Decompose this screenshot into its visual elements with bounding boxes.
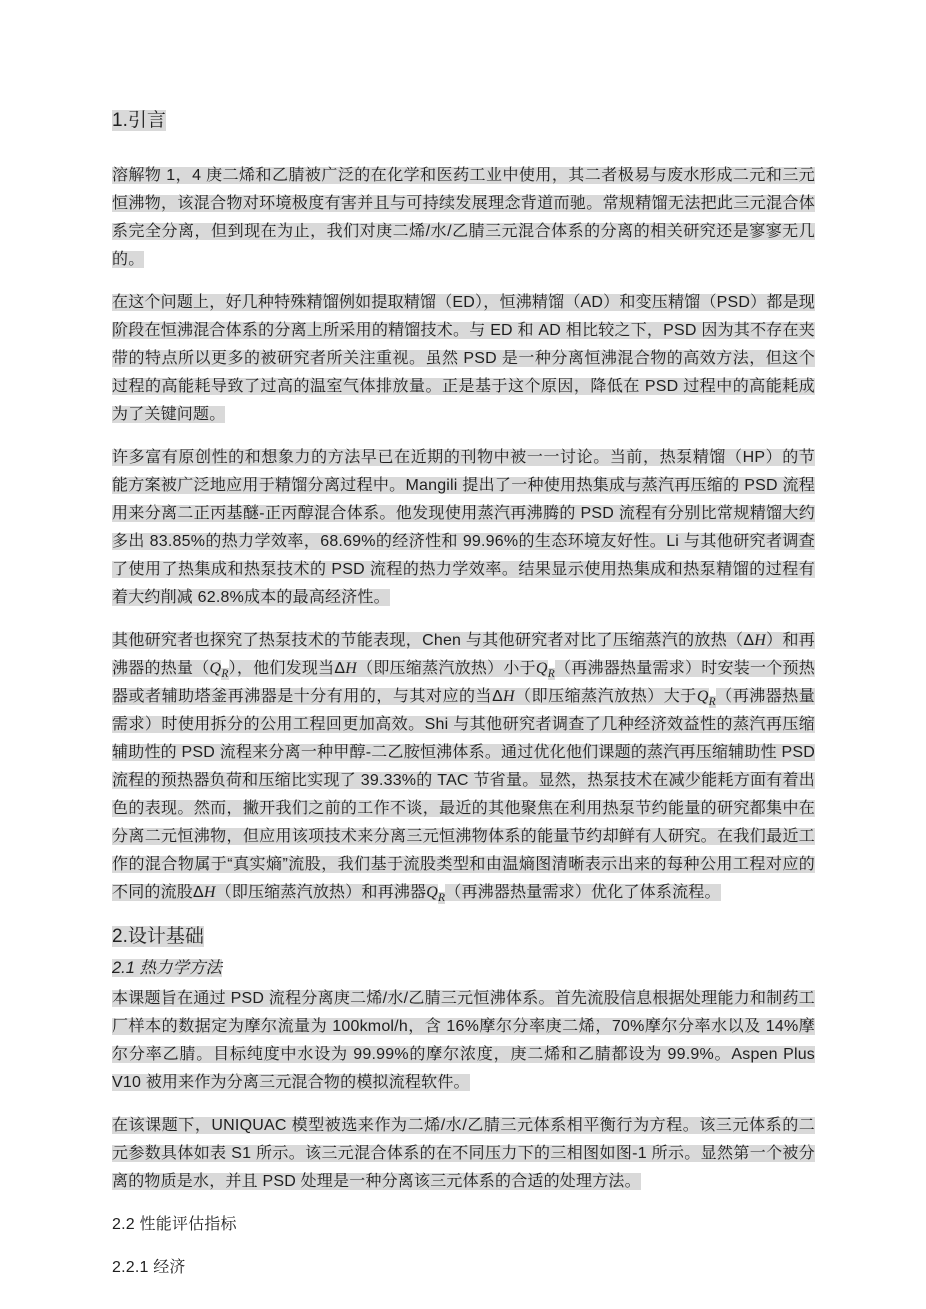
paragraph <box>112 985 815 1097</box>
text-run: Q <box>426 884 439 901</box>
text-run: H <box>203 884 216 901</box>
paragraph <box>112 289 815 429</box>
text-run: （即压缩蒸汽放热）大于 <box>514 688 697 705</box>
text-run: 在这个问题上，好几种特殊精馏例如提取精馏（ED），恒沸精馏（AD）和变压精馏（PSD）都是现阶段在恒沸混合体系的分离上所采用的精馏技术。与 ED 和 AD 相比较之下，PSD 因为其不存在夹带的特点所以更多的被研究者所关注重视。虽然 PSD 是一种分离恒沸混合物的高效方法，但这个过程的高能耗导致了过高的温室气体排放量。正是基于这个原因，降低在 PSD 过程中的高能耗成为了关键问题。 <box>112 294 815 423</box>
section-heading <box>112 106 815 136</box>
text-run: Q <box>209 660 222 677</box>
text-run: 本课题旨在通过 PSD 流程分离庚二烯/水/乙腈三元恒沸体系。首先流股信息根据处理能力和制药工厂样本的数据定为摩尔流量为 100kmol/h，含 16%摩尔分率庚二烯，70%摩尔分率水以及 14%摩尔分率乙腈。目标纯度中水设为 99.99%的摩尔浓度，庚二烯和乙腈都设为 99.9%。Aspen Plus V10 被用来作为分离三元混合物的模拟流程软件。 <box>112 990 815 1091</box>
text-run: R <box>221 668 229 681</box>
text-run: （即压缩蒸汽放热）和再沸器 <box>215 884 427 901</box>
text-run: ）和再沸器的热量（ <box>112 632 815 677</box>
text-run: Q <box>696 688 709 705</box>
paragraph <box>112 444 815 612</box>
text-run: R <box>438 892 446 905</box>
text-run: 在该课题下，UNIQUAC 模型被选来作为二烯/水/乙腈三元体系相平衡行为方程。该三元体系的二元参数具体如表 S1 所示。该三元混合体系的在不同压力下的三相图如图-1 所示。显然第一个被分离的物质是水，并且 PSD 处理是一种分离该三元体系的合适的处理方法。 <box>112 1117 815 1190</box>
paragraph <box>112 1112 815 1196</box>
text-run: （再沸器热量需求）时使用拆分的公用工程回更加高效。Shi 与其他研究者调查了几种经济效益性的蒸汽再压缩辅助性的 PSD 流程来分离一种甲醇-二乙胺恒沸体系。通过优化他们课题的蒸汽再压缩辅助性 PSD 流程的预热器负荷和压缩比实现了 39.33%的 TAC 节省量。显然，热泵技术在减少能耗方面有着出色的表现。然而，撇开我们之前的工作不谈，最近的其他聚焦在利用热泵节约能量的研究都集中在分离二元恒沸物，但应用该项技术来分离三元恒沸物体系的能量节约却鲜有人研究。在我们最近工作的混合物属于“真实熵”流股，我们基于流股类型和由温熵图清晰表示出来的每种公用工程对应的不同的流股Δ <box>112 688 815 901</box>
text-run: 其他研究者也探究了热泵技术的节能表现，Chen 与其他研究者对比了压缩蒸汽的放热（Δ <box>112 632 755 649</box>
text-run: H <box>345 660 358 677</box>
paragraph <box>112 1254 815 1282</box>
section-heading <box>112 922 815 952</box>
paragraph <box>112 627 815 907</box>
text-run: R <box>708 696 716 709</box>
text-run: H <box>502 688 515 705</box>
text-run: 许多富有原创性的和想象力的方法早已在近期的刊物中被一一讨论。当前，热泵精馏（HP）的节能方案被广泛地应用于精馏分离过程中。Mangili 提出了一种使用热集成与蒸汽再压缩的 PSD 流程用来分离二正丙基醚-正丙醇混合体系。他发现使用蒸汽再沸腾的 PSD 流程有分别比常规精馏大约多出 83.85%的热力学效率，68.69%的经济性和 99.96%的生态环境友好性。Li 与其他研究者调查了使用了热集成和热泵技术的 PSD 流程的热力学效率。结果显示使用热集成和热泵精馏的过程有着大约削减 62.8%成本的最高经济性。 <box>112 449 815 606</box>
text-run: （再沸器热量需求）优化了体系流程。 <box>445 884 721 901</box>
document-body <box>112 106 815 1282</box>
paragraph <box>112 162 815 274</box>
text-run: （再沸器热量需求）时安装一个预热器或者辅助塔釜再沸器是十分有用的，与其对应的当Δ <box>112 660 816 705</box>
paragraph <box>112 1211 815 1239</box>
text-run: ），他们发现当Δ <box>228 660 346 677</box>
text-run: 2.2 性能评估指标 <box>112 1216 237 1233</box>
text-run: 2.设计基础 <box>112 926 204 947</box>
text-run: 2.1 热力学方法 <box>112 959 223 977</box>
text-run: R <box>547 668 555 681</box>
text-run: H <box>754 632 767 649</box>
section-heading <box>112 955 815 982</box>
text-run: （即压缩蒸汽放热）小于 <box>357 660 536 677</box>
text-run: 1.引言 <box>112 110 166 131</box>
text-run: 溶解物 1，4 庚二烯和乙腈被广泛的在化学和医药工业中使用，其二者极易与废水形成二元和三元恒沸物，该混合物对环境极度有害并且与可持续发展理念背道而驰。常规精馏无法把此三元混合体系完全分离，但到现在为止，我们对庚二烯/水/乙腈三元混合体系的分离的相关研究还是寥寥无几的。 <box>112 167 815 268</box>
text-run: Q <box>535 660 548 677</box>
text-run: 2.2.1 经济 <box>112 1259 186 1276</box>
